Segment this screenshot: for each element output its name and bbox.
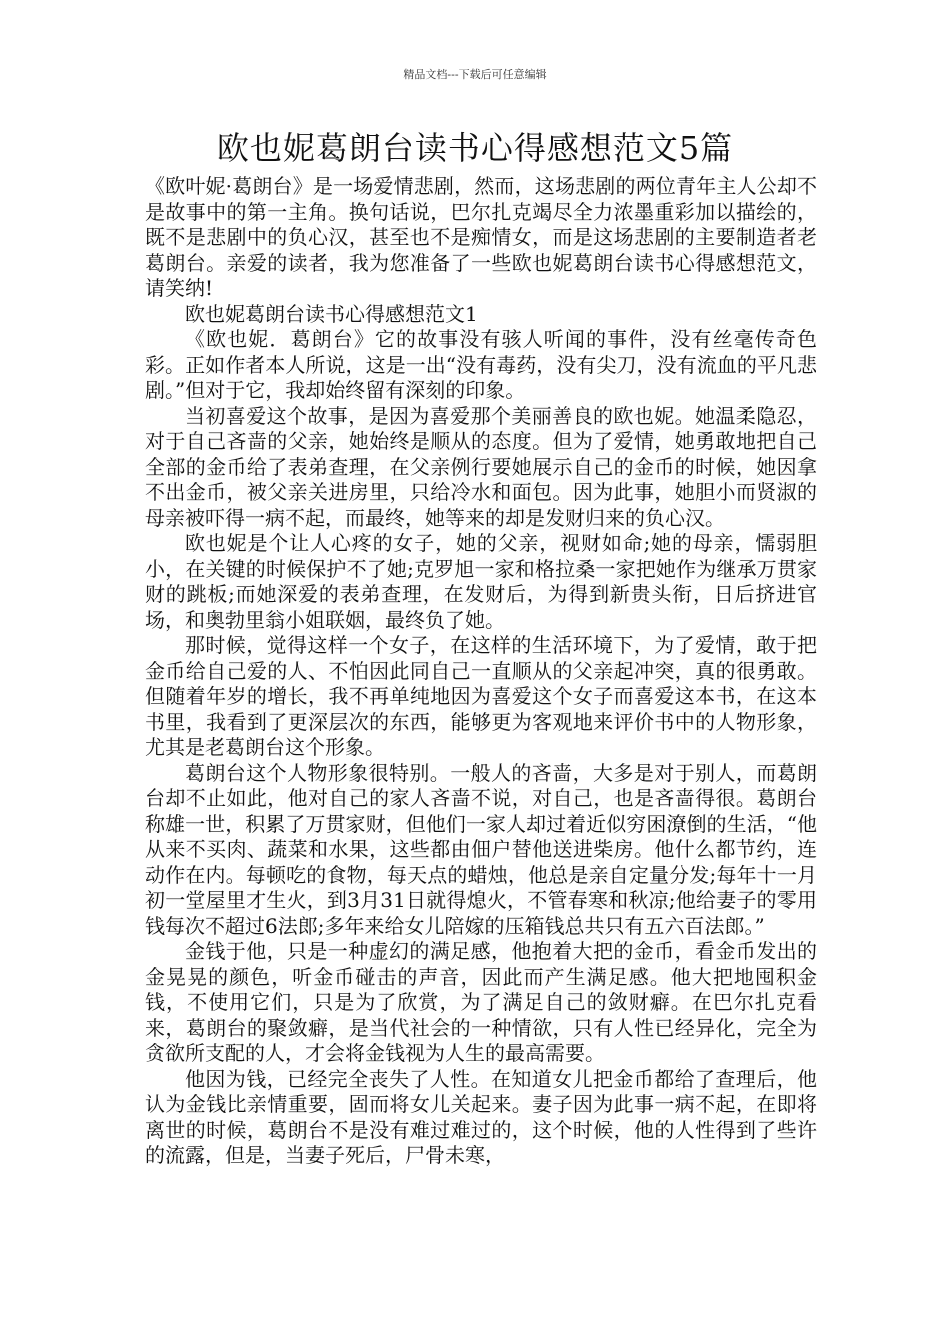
body-paragraph: 那时候，觉得这样一个女子，在这样的生活环境下，为了爱情，敢于把金币给自己爱的人、不怕因此同自己一直顺从的父亲起冲突，真的很勇敢。但随着年岁的增长，我不再单纯地因为喜爱这个女子而喜爱这本书，在这本书里，我看到了更深层次的东西，能够更为客观地来评价书中的人物形象，尤其是老葛朗台这个形象。 <box>145 633 817 759</box>
body-paragraph: 他因为钱，已经完全丧失了人性。在知道女儿把金币都给了查理后，他认为金钱比亲情重要，固而将女儿关起来。妻子因为此事一病不起，在即将离世的时候，葛朗台不是没有难过难过的，这个时候，他的人性得到了些许的流露，但是，当妻子死后，尸骨未寒， <box>145 1066 817 1167</box>
document-title: 欧也妮葛朗台读书心得感想范文5篇 <box>216 129 734 167</box>
body-paragraph: 欧也妮是个让人心疼的女子，她的父亲，视财如命;她的母亲，懦弱胆小，在关键的时候保护不了她;克罗旭一家和格拉桑一家把她作为继承万贯家财的跳板;而她深爱的表弟查理，在发财后，为得到新贵头衔，日后挤进官场，和奥勃里翁小姐联姻，最终负了她。 <box>145 531 817 632</box>
page-header: 精品文档---下载后可任意编辑 <box>403 68 547 81</box>
body-paragraph: 葛朗台这个人物形象很特别。一般人的吝啬，大多是对于别人，而葛朗台却不止如此，他对自己的家人吝啬不说，对自己，也是吝啬得很。葛朗台称雄一世，积累了万贯家财，但他们一家人却过着近似穷困潦倒的生活，“他从来不买肉、蔬菜和水果，这些都由佃户替他送进柴房。他什么都节约，连动作在内。每顿吃的食物，每天点的蜡烛，他总是亲自定量分发;每年十一月初一堂屋里才生火，到3月31日就得熄火，不管春寒和秋凉;他给妻子的零用钱每次不超过6法郎;多年来给女儿陪嫁的压箱钱总共只有五六百法郎。” <box>145 760 817 938</box>
body-paragraph: 金钱于他，只是一种虚幻的满足感，他抱着大把的金币，看金币发出的金晃晃的颜色，听金币碰击的声音，因此而产生满足感。他大把地囤积金钱，不使用它们，只是为了欣赏，为了满足自己的敛财癖。在巴尔扎克看来，葛朗台的聚敛癖，是当代社会的一种情欲，只有人性已经异化，完全为贪欲所支配的人，才会将金钱视为人生的最高需要。 <box>145 939 817 1065</box>
section-heading: 欧也妮葛朗台读书心得感想范文1 <box>185 301 478 326</box>
body-paragraph: 当初喜爱这个故事，是因为喜爱那个美丽善良的欧也妮。她温柔隐忍，对于自己吝啬的父亲，她始终是顺从的态度。但为了爱情，她勇敢地把自己全部的金币给了表弟查理，在父亲例行要她展示自己的金币的时候，她因拿不出金币，被父亲关进房里，只给冷水和面包。因为此事，她胆小而贤淑的母亲被吓得一病不起，而最终，她等来的却是发财归来的负心汉。 <box>145 403 817 530</box>
intro-paragraph: 《欧叶妮·葛朗台》是一场爱情悲剧，然而，这场悲剧的两位青年主人公却不是故事中的第一主角。换句话说，巴尔扎克竭尽全力浓墨重彩加以描绘的，既不是悲剧中的负心汉，甚至也不是痴情女，而是这场悲剧的主要制造者老葛朗台。亲爱的读者，我为您准备了一些欧也妮葛朗台读书心得感想范文，请笑纳! <box>145 174 817 300</box>
document-body <box>145 174 817 1169</box>
body-paragraph: 《欧也妮．葛朗台》它的故事没有骇人听闻的事件，没有丝毫传奇色彩。正如作者本人所说，这是一出“没有毒药，没有尖刀，没有流血的平凡悲剧。”但对于它，我却始终留有深刻的印象。 <box>145 327 817 402</box>
